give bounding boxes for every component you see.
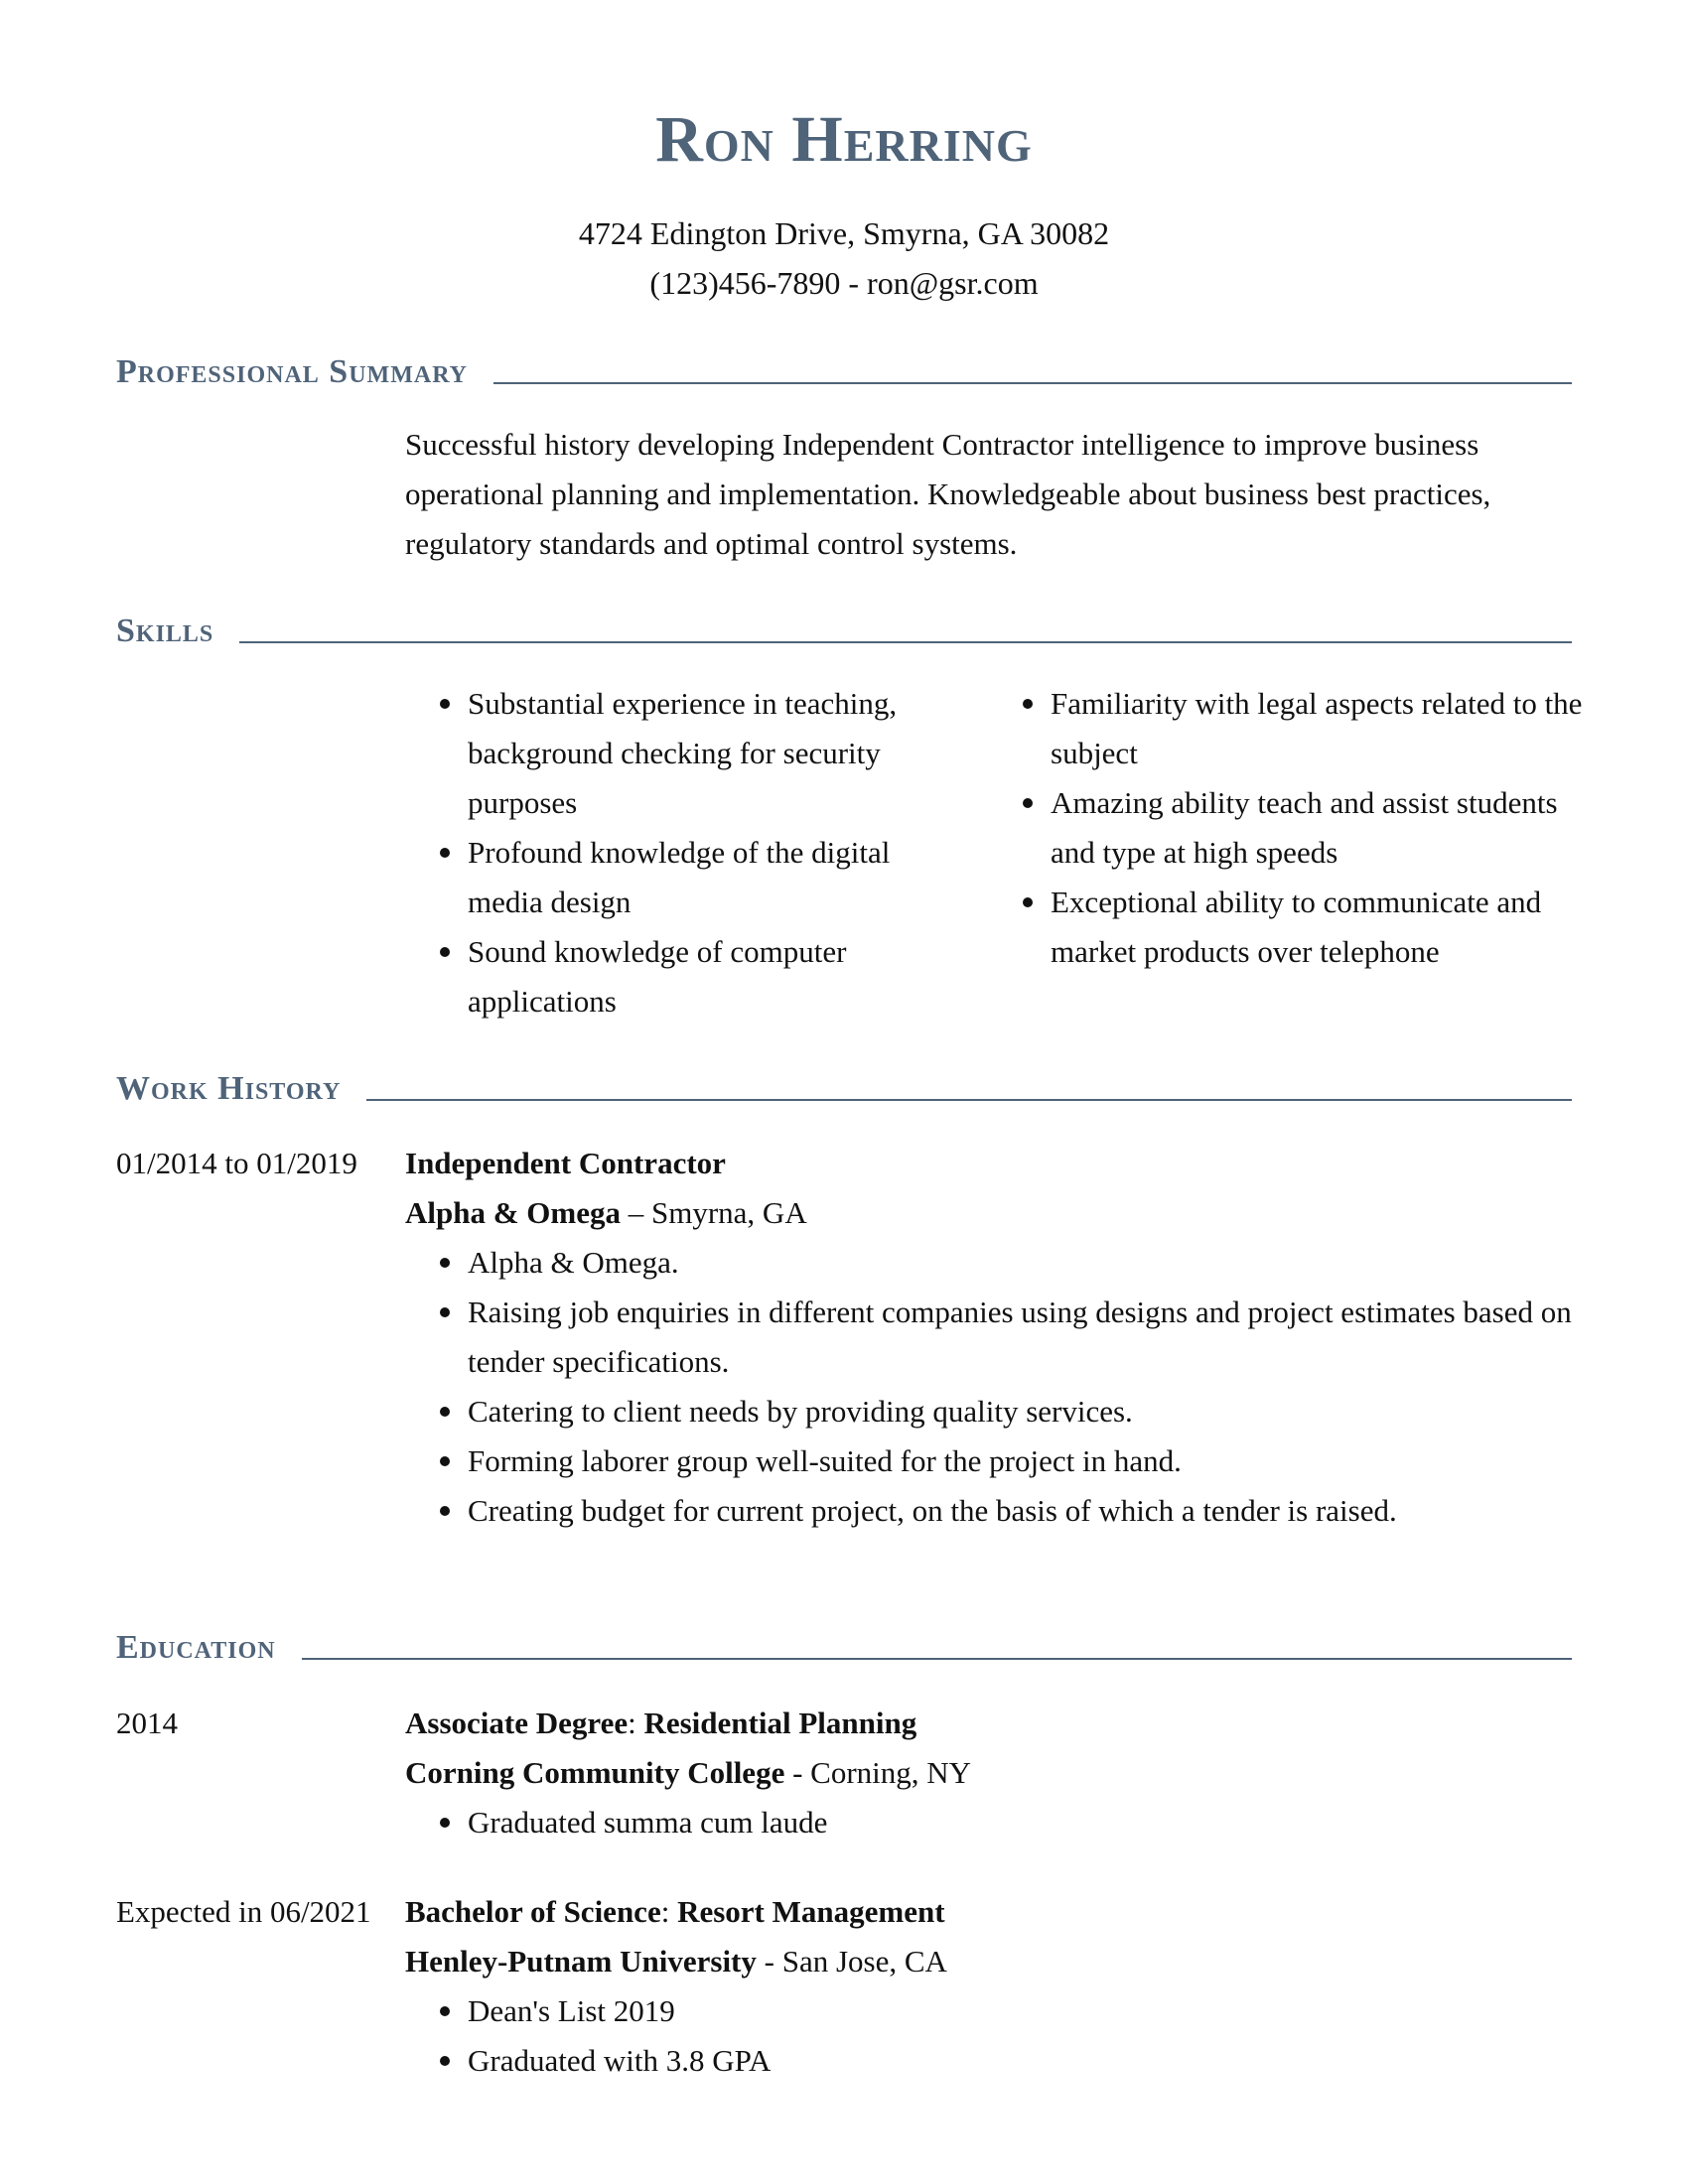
job-location-separator: – bbox=[621, 1195, 651, 1230]
skill-item: Exceptional ability to communicate and market products over telephone bbox=[988, 878, 1584, 977]
section-title-skills: Skills bbox=[116, 613, 214, 649]
contact-separator: - bbox=[840, 265, 868, 301]
skill-item: Substantial experience in teaching, background checking for security purposes bbox=[405, 679, 956, 828]
education-bullet: Graduated with 3.8 GPA bbox=[405, 2036, 1582, 2086]
education-bullets bbox=[405, 1798, 1582, 1847]
section-header-work bbox=[116, 1069, 1572, 1109]
section-header-summary bbox=[116, 352, 1572, 392]
education-degree-line bbox=[405, 1887, 1582, 1937]
education-entry bbox=[405, 1887, 1582, 2086]
contact-phone: (123)456-7890 bbox=[649, 265, 841, 301]
education-entry bbox=[405, 1699, 1582, 1847]
section-title-work: Work History bbox=[116, 1070, 342, 1107]
education-location: San Jose, CA bbox=[781, 1944, 947, 1979]
skill-item: Familiarity with legal aspects related to the subject bbox=[988, 679, 1584, 778]
education-degree-line bbox=[405, 1699, 1582, 1748]
education-colon: : bbox=[660, 1894, 678, 1929]
skill-item: Profound knowledge of the digital media design bbox=[405, 828, 956, 927]
section-rule bbox=[366, 1099, 1572, 1101]
contact-phone-email bbox=[0, 263, 1688, 303]
education-school-line bbox=[405, 1937, 1582, 1986]
education-location: Corning, NY bbox=[810, 1755, 972, 1790]
job-bullet: Forming laborer group well-suited for the project in hand. bbox=[405, 1436, 1582, 1486]
education-date: Expected in 06/2021 bbox=[116, 1894, 371, 1929]
job-title: Independent Contractor bbox=[405, 1146, 726, 1180]
skill-item: Sound knowledge of computer applications bbox=[405, 927, 956, 1026]
education-colon: : bbox=[628, 1706, 644, 1740]
section-title-education: Education bbox=[116, 1629, 276, 1666]
education-location-separator: - bbox=[784, 1755, 811, 1790]
education-location-separator: - bbox=[756, 1944, 782, 1979]
education-bullet: Graduated summa cum laude bbox=[405, 1798, 1582, 1847]
job-bullet: Creating budget for current project, on the basis of which a tender is raised. bbox=[405, 1486, 1582, 1536]
candidate-name: Ron Herring bbox=[655, 103, 1033, 176]
skill-item: Amazing ability teach and assist students and type at high speeds bbox=[988, 778, 1584, 878]
job-bullet: Raising job enquiries in different companies using designs and project estimates based on tender specifications. bbox=[405, 1288, 1582, 1387]
job-bullet: Alpha & Omega. bbox=[405, 1238, 1582, 1288]
section-title-summary: Professional Summary bbox=[116, 353, 469, 390]
job-location: Smyrna, GA bbox=[651, 1195, 807, 1230]
education-school-line bbox=[405, 1748, 1582, 1798]
job-company: Alpha & Omega bbox=[405, 1195, 621, 1230]
job-company-line bbox=[405, 1188, 1582, 1238]
section-rule bbox=[239, 641, 1572, 643]
education-field: Residential Planning bbox=[643, 1706, 917, 1740]
contact-email: ron@gsr.com bbox=[867, 265, 1039, 301]
education-field: Resort Management bbox=[677, 1894, 945, 1929]
education-date: 2014 bbox=[116, 1706, 178, 1740]
job-entry bbox=[405, 1139, 1582, 1536]
education-bullet: Dean's List 2019 bbox=[405, 1986, 1582, 2036]
job-bullets bbox=[405, 1238, 1582, 1536]
section-rule bbox=[302, 1658, 1572, 1660]
contact-address: 4724 Edington Drive, Smyrna, GA 30082 bbox=[578, 215, 1110, 251]
section-header-education bbox=[116, 1628, 1572, 1668]
summary-text: Successful history developing Independent Contractor intelligence to improve business operational planning and implementation. Knowledgeable about business best practices, regulatory standards and optimal control systems. bbox=[405, 427, 1491, 561]
education-degree: Bachelor of Science bbox=[405, 1894, 661, 1929]
education-bullets bbox=[405, 1986, 1582, 2086]
skills-column-right bbox=[988, 679, 1584, 977]
job-bullet: Catering to client needs by providing quality services. bbox=[405, 1387, 1582, 1436]
education-school: Henley-Putnam University bbox=[405, 1944, 757, 1979]
section-header-skills bbox=[116, 612, 1572, 651]
job-dates: 01/2014 to 01/2019 bbox=[116, 1146, 357, 1180]
education-degree: Associate Degree bbox=[405, 1706, 629, 1740]
skills-column-left bbox=[405, 679, 956, 1026]
education-school: Corning Community College bbox=[405, 1755, 785, 1790]
section-rule bbox=[493, 382, 1572, 384]
